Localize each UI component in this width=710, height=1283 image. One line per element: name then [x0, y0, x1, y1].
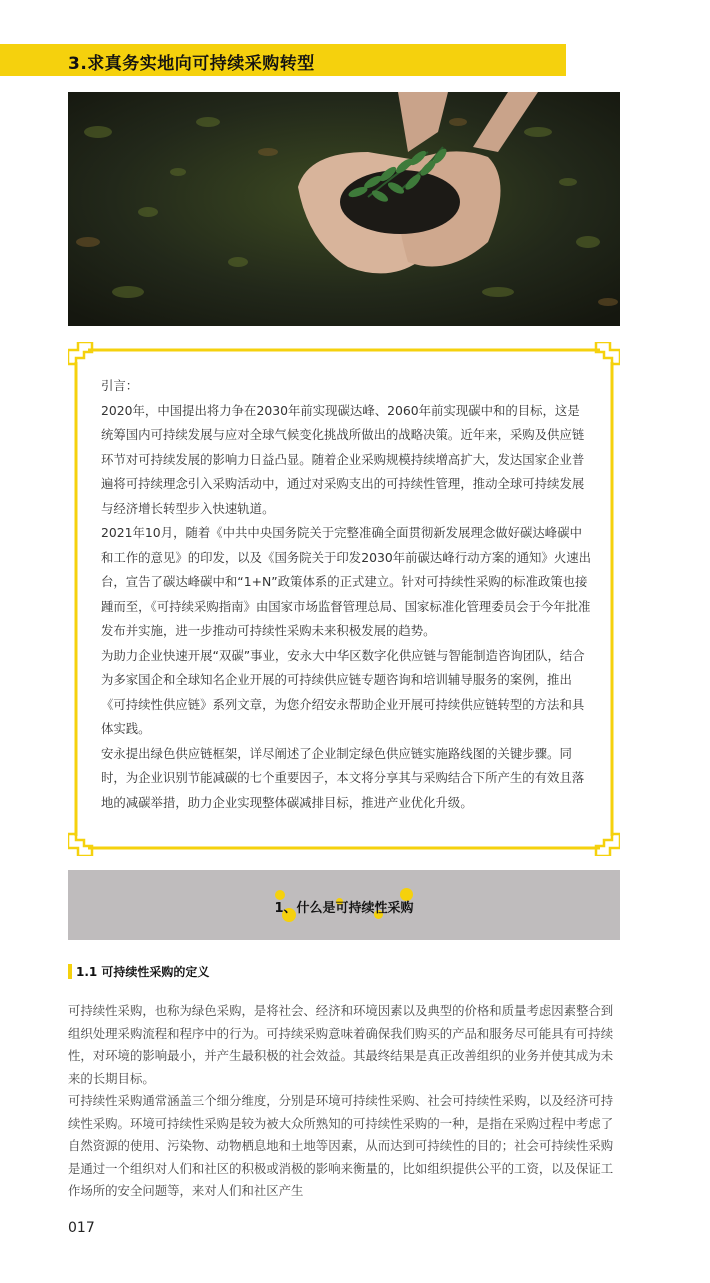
hands-holding-seedling-image — [68, 92, 620, 326]
banner-title: 1、什么是可持续性采购 — [274, 901, 414, 916]
section-title: 3.求真务实地向可持续采购转型 — [68, 54, 315, 74]
subsection-title: 1.1 可持续性采购的定义 — [76, 965, 210, 979]
intro-paragraph: 2020年，中国提出将力争在2030年前实现碳达峰、2060年前实现碳中和的目标，这是统筹国内可持续发展与应对全球气候变化挑战所做出的战略决策。近年来，采购及供应链环节对可持续发展的影响力日益凸显。随着企业采购规模持续增高扩大，发达国家企业普遍将可持续理念引入采购活动中，通过对采购支出的可持续性管理，推动全球可持续发展与经济增长转型步入快速轨道。 — [101, 402, 585, 516]
body-paragraph: 可持续性采购通常涵盖三个细分维度，分别是环境可持续性采购、社会可持续性采购，以及经济可持续性采购。环境可持续性采购是较为被大众所熟知的可持续性采购的一种，是指在采购过程中考虑了自然资源的使用、污染物、动物栖息地和土地等因素，从而达到可持续性的目的；社会可持续性采购是通过一个组织对人们和社区的积极或消极的影响来衡量的，比如组织提供公平的工资，以及保证工作场所的安全问题等，来对人们和社区产生 — [68, 1093, 614, 1198]
body-paragraph: 可持续性采购，也称为绿色采购，是将社会、经济和环境因素以及典型的价格和质量考虑因素整合到组织处理采购流程和程序中的行为。可持续采购意味着确保我们购买的产品和服务尽可能具有可持续性，对环境的影响最小，并产生最积极的社会效益。其最终结果是真正改善组织的业务并使其成为未来的长期目标。 — [68, 1003, 614, 1086]
intro-paragraph: 为助力企业快速开展“双碳”事业，安永大中华区数字化供应链与智能制造咨询团队，结合为多家国企和全球知名企业开展的可持续供应链专题咨询和培训辅导服务的案例，推出《可持续性供应链》系列文章，为您介绍安永帮助企业开展可持续供应链转型的方法和具体实践。 — [101, 647, 585, 736]
intro-label: 引言： — [101, 378, 139, 393]
section-banner — [68, 870, 620, 940]
intro-paragraph: 安永提出绿色供应链框架，详尽阐述了企业制定绿色供应链实施路线图的关键步骤。同时，为企业识别节能减碳的七个重要因子，本文将分享其与采购结合下所产生的有效且落地的减碳举措，助力企业实现整体碳减排目标，推进产业优化升级。 — [101, 745, 585, 810]
body-text-block — [68, 1000, 622, 1203]
subheading-marker — [68, 964, 72, 979]
intro-text-block — [101, 374, 591, 815]
intro-paragraph: 2021年10月，随着《中共中央国务院关于完整准确全面贯彻新发展理念做好碳达峰碳中和工作的意见》的印发，以及《国务院关于印发2030年前碳达峰行动方案的通知》火速出台，宣告了碳达峰碳中和“1+N”政策体系的正式建立。针对可持续性采购的标准政策也接踵而至，《可持续采购指南》由国家市场监督管理总局、国家标准化管理委员会于今年批准发布并实施，进一步推动可持续性采购未来积极发展的趋势。 — [101, 525, 591, 638]
page-number: 017 — [68, 1220, 95, 1236]
